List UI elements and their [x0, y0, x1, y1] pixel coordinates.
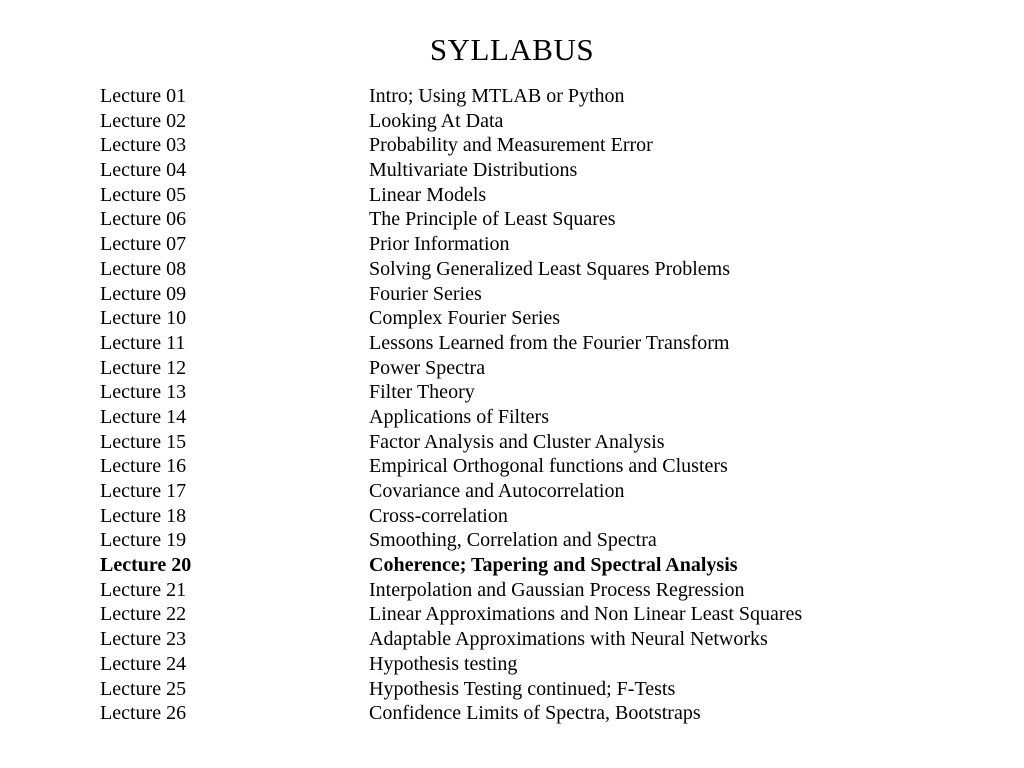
syllabus-row: [100, 578, 960, 603]
lecture-number: Lecture 25: [100, 677, 187, 700]
lecture-topic: Lessons Learned from the Fourier Transform: [369, 331, 730, 354]
lecture-topic: Linear Approximations and Non Linear Least Squares: [369, 603, 803, 626]
lecture-number: Lecture 11: [100, 331, 186, 354]
syllabus-row: [100, 454, 960, 479]
lecture-number: Lecture 17: [100, 480, 187, 502]
syllabus-row: [100, 405, 960, 430]
lecture-number: Lecture 22: [100, 603, 187, 626]
syllabus-row: [100, 331, 960, 356]
lecture-topic: Multivariate Distributions: [369, 159, 578, 182]
syllabus-row: [100, 652, 960, 677]
syllabus-row: [100, 528, 960, 553]
lecture-topic: Prior Information: [369, 233, 510, 256]
lecture-topic: Complex Fourier Series: [369, 307, 561, 330]
syllabus-row: [100, 207, 960, 232]
syllabus-row: [100, 356, 960, 381]
lecture-topic: Confidence Limits of Spectra, Bootstraps: [369, 702, 701, 725]
lecture-number: Lecture 09: [100, 282, 187, 305]
syllabus-row: [100, 306, 960, 331]
lecture-topic: Fourier Series: [369, 282, 482, 305]
lecture-topic: Filter Theory: [369, 381, 475, 404]
lecture-topic: Looking At Data: [369, 109, 504, 132]
syllabus-row: [100, 677, 960, 702]
lecture-topic: Applications of Filters: [369, 405, 549, 428]
lecture-topic: Adaptable Approximations with Neural Networks: [369, 628, 768, 651]
lecture-topic: Solving Generalized Least Squares Problems: [369, 257, 731, 280]
syllabus-row: [100, 380, 960, 405]
lecture-topic: The Principle of Least Squares: [369, 208, 616, 231]
syllabus-row: [100, 84, 960, 109]
lecture-topic: Covariance and Autocorrelation: [369, 480, 625, 502]
lecture-number: Lecture 01: [100, 85, 187, 107]
lecture-number: Lecture 06: [100, 208, 187, 231]
syllabus-list: [100, 84, 960, 726]
lecture-topic: Probability and Measurement Error: [369, 134, 653, 157]
lecture-number: Lecture 26: [100, 702, 187, 725]
lecture-number: Lecture 23: [100, 628, 187, 651]
lecture-number: Lecture 03: [100, 134, 187, 157]
syllabus-row: [100, 158, 960, 183]
page-title: SYLLABUS: [429, 32, 595, 67]
lecture-number: Lecture 19: [100, 529, 187, 552]
lecture-number: Lecture 21: [100, 578, 187, 601]
lecture-number: Lecture 20: [100, 554, 192, 577]
syllabus-row: [100, 282, 960, 307]
syllabus-row: [100, 504, 960, 529]
syllabus-row: [100, 133, 960, 158]
lecture-topic: Factor Analysis and Cluster Analysis: [369, 430, 665, 453]
lecture-number: Lecture 02: [100, 109, 187, 132]
syllabus-row: [100, 232, 960, 257]
syllabus-row: [100, 553, 960, 578]
lecture-number: Lecture 14: [100, 405, 187, 428]
lecture-number: Lecture 04: [100, 159, 187, 182]
syllabus-row: [100, 183, 960, 208]
lecture-number: Lecture 05: [100, 183, 187, 206]
lecture-topic: Coherence; Tapering and Spectral Analysis: [369, 554, 738, 577]
lecture-number: Lecture 07: [100, 233, 187, 256]
lecture-number: Lecture 16: [100, 455, 187, 478]
lecture-number: Lecture 10: [100, 307, 187, 330]
syllabus-row: [100, 479, 960, 504]
lecture-topic: Power Spectra: [369, 356, 486, 379]
syllabus-row: [100, 109, 960, 134]
lecture-number: Lecture 18: [100, 504, 187, 527]
syllabus-row: [100, 257, 960, 282]
lecture-topic: Cross-correlation: [369, 504, 508, 527]
lecture-topic: Smoothing, Correlation and Spectra: [369, 529, 657, 552]
lecture-topic: Empirical Orthogonal functions and Clusters: [369, 455, 728, 478]
lecture-number: Lecture 13: [100, 381, 187, 404]
lecture-topic: Linear Models: [369, 183, 487, 206]
lecture-number: Lecture 24: [100, 652, 187, 675]
lecture-topic: Hypothesis testing: [369, 652, 518, 675]
lecture-number: Lecture 12: [100, 356, 187, 379]
syllabus-row: [100, 627, 960, 652]
syllabus-row: [100, 430, 960, 455]
lecture-number: Lecture 15: [100, 430, 187, 453]
syllabus-row: [100, 701, 960, 726]
lecture-topic: Interpolation and Gaussian Process Regression: [369, 578, 745, 601]
syllabus-row: [100, 602, 960, 627]
lecture-topic: Intro; Using MTLAB or Python: [369, 85, 625, 107]
lecture-topic: Hypothesis Testing continued; F-Tests: [369, 677, 676, 700]
lecture-number: Lecture 08: [100, 257, 187, 280]
